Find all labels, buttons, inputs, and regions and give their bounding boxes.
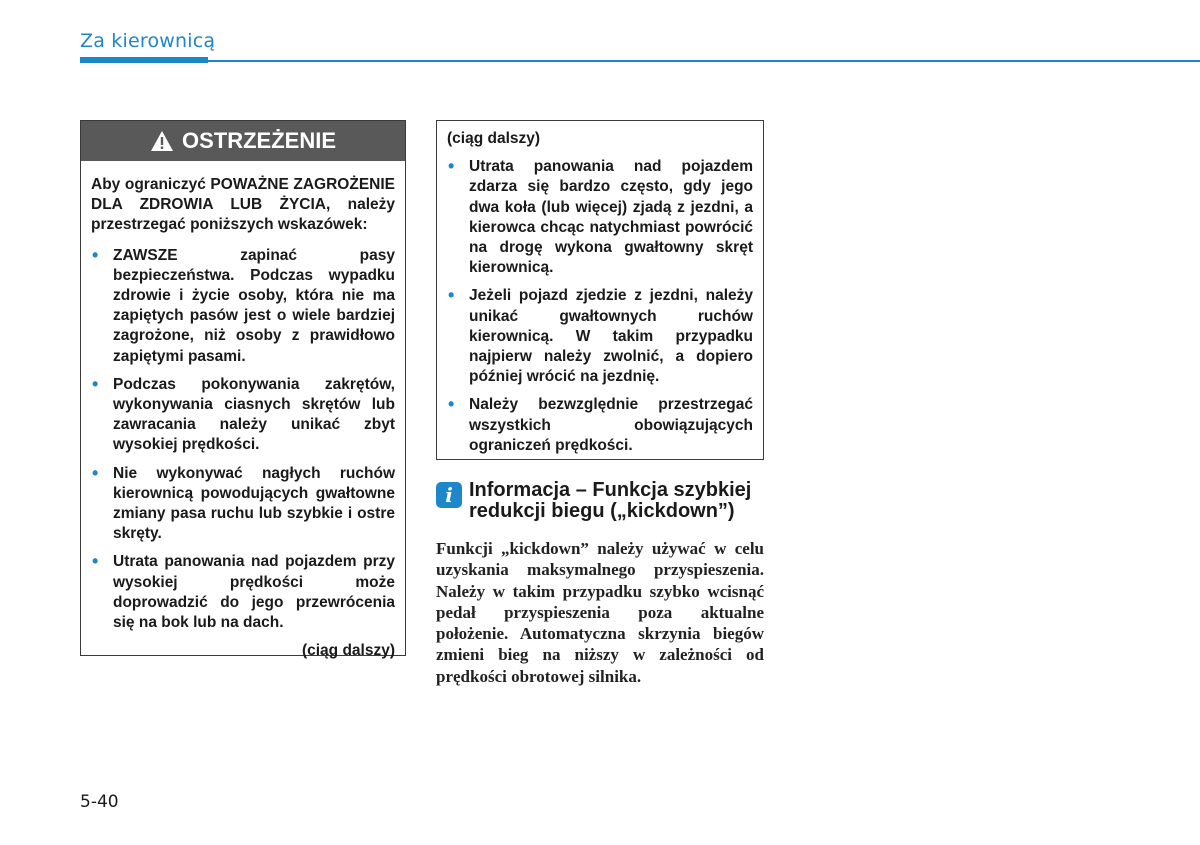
warning-list-item: • Utrata panowania nad pojazdem przy wysokiej prędkości może doprowadzić do jego przewrócenia się na bok lub na dach. [91, 552, 395, 633]
continued-list-item: • Jeżeli pojazd zjedzie z jezdni, należy unikać gwałtownych ruchów kierownicą. W takim przypadku najpierw należy zwolnić, a dopiero później wrócić na jezdnię. [447, 286, 753, 387]
page-number: 5-40 [80, 792, 119, 812]
section-title: Za kierownicą [80, 30, 216, 52]
warning-list-item: • Nie wykonywać nagłych ruchów kierownicą powodujących gwałtowne zmiany pasa ruchu lub szybkie i ostre skręty. [91, 464, 395, 545]
header-rule [80, 60, 1200, 62]
warning-body [81, 161, 405, 661]
warning-list-item: • Podczas pokonywania zakrętów, wykonywania ciasnych skrętów lub zawracania należy unikać zbyt wysokiej prędkości. [91, 375, 395, 456]
continued-label: (ciąg dalszy) [301, 642, 395, 660]
header-rule-accent [80, 57, 208, 63]
continued-box-title: (ciąg dalszy) [447, 130, 541, 147]
warning-list [91, 246, 395, 634]
info-icon: i [436, 482, 462, 508]
continued-box [436, 120, 764, 460]
continued-list-item: • Należy bezwzględnie przestrzegać wszystkich obowiązujących ograniczeń prędkości. [447, 395, 753, 456]
warning-box [80, 120, 406, 660]
warning-triangle-icon [150, 130, 174, 152]
warning-title: OSTRZEŻENIE [181, 128, 336, 153]
warning-intro: Aby ograniczyć POWAŻNE ZAGROŻENIE DLA ZDROWIA LUB ŻYCIA, należy przestrzegać poniższych wskazówek: [91, 176, 395, 234]
info-title: Informacja – Funkcja szybkiej redukcji biegu („kickdown”) [469, 479, 752, 522]
continued-list-item: • Utrata panowania nad pojazdem zdarza się bardzo często, gdy jego dwa koła (lub więcej) zjadą z jezdni, a kierowca chcąc natychmiast powrócić na drogę wykona gwałtowny skręt kierownicą. [447, 157, 753, 278]
continued-list [447, 157, 753, 456]
info-section [436, 480, 764, 687]
warning-header [81, 121, 405, 161]
info-body: Funkcji „kickdown” należy używać w celu uzyskania maksymalnego przyspieszenia. Należy w takim przypadku szybko wcisnąć pedał przyspieszenia poza aktualne położenie. Automatyczna skrzynia biegów zmieni bieg na niższy w zależności od prędkości obrotowej silnika. [436, 539, 764, 686]
warning-list-item: • ZAWSZE zapinać pasy bezpieczeństwa. Podczas wypadku zdrowie i życie osoby, która nie ma zapiętych pasów jest o wiele bardziej zagrożone, niż osoby z prawidłowo zapiętymi pasami. [91, 246, 395, 367]
